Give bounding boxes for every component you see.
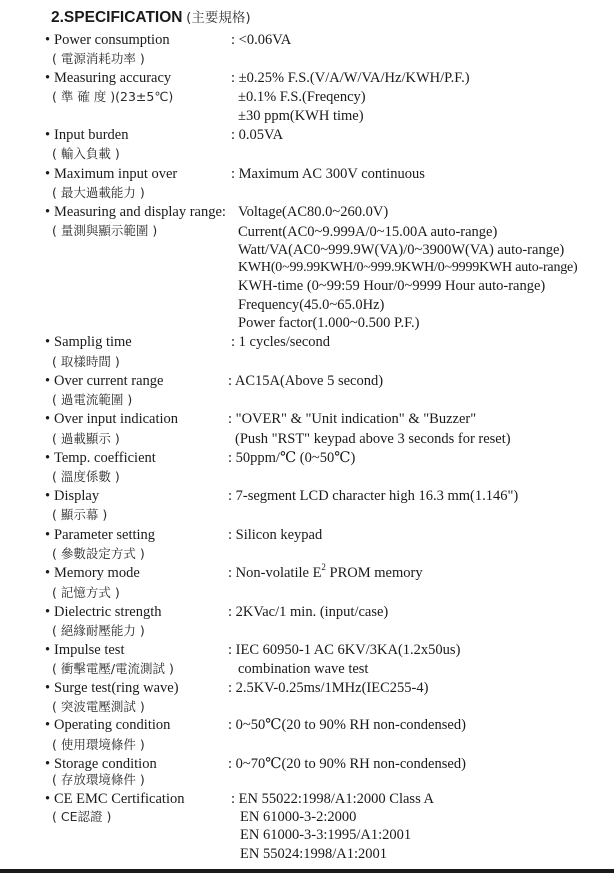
spec-label-text: Impulse test	[54, 642, 125, 658]
spec-label-text: CE EMC Certification	[54, 791, 185, 807]
spec-label	[45, 372, 164, 390]
spec-value-text: PROM memory	[325, 565, 423, 581]
spec-label-cn: ( 使用環境條件 )	[52, 737, 145, 752]
spec-label-text: Parameter setting	[54, 527, 156, 543]
spec-label-text: Dielectric strength	[54, 604, 162, 620]
spec-value: Power factor(1.000~0.500 P.F.)	[238, 315, 420, 331]
spec-value: : 0.05VA	[231, 127, 284, 143]
bullet-icon: •	[45, 450, 51, 466]
spec-value: : 50ppm/℃ (0~50℃)	[228, 450, 356, 466]
spec-value: (Push "RST" keypad above 3 seconds for reset)	[235, 431, 511, 447]
bullet-icon: •	[45, 791, 51, 807]
bullet-icon: •	[45, 717, 51, 733]
bottom-rule	[0, 869, 614, 873]
section-title	[51, 6, 251, 27]
spec-value: : AC15A(Above 5 second)	[228, 373, 384, 389]
spec-label-text: Samplig time	[54, 334, 132, 350]
spec-label	[45, 564, 140, 582]
spec-label-text: Memory mode	[54, 565, 140, 581]
spec-value: : <0.06VA	[231, 32, 292, 48]
spec-label-text: Over input indication	[54, 411, 179, 427]
bullet-icon: •	[45, 680, 51, 696]
spec-label-text: Measuring and display range:	[54, 204, 226, 220]
spec-label-text: Operating condition	[54, 717, 171, 733]
spec-label-cn: ( 過電流範圍 )	[52, 392, 133, 407]
spec-label	[45, 333, 132, 351]
spec-label-cn: ( 參數設定方式 )	[52, 546, 145, 561]
spec-value: ±30 ppm(KWH time)	[238, 108, 364, 124]
bullet-icon: •	[45, 334, 51, 350]
spec-label	[45, 526, 155, 544]
spec-value: : ±0.25% F.S.(V/A/W/VA/Hz/KWH/P.F.)	[231, 70, 470, 86]
spec-label-cn: ( 量測與顯示範圍 )	[52, 223, 158, 238]
spec-label-text: Display	[54, 488, 100, 504]
spec-label	[45, 679, 179, 697]
spec-value: : 2.5KV-0.25ms/1MHz(IEC255-4)	[228, 680, 429, 696]
spec-value-text: : Non-volatile E	[228, 565, 322, 581]
spec-value: Voltage(AC80.0~260.0V)	[238, 204, 389, 220]
bullet-icon: •	[45, 756, 51, 772]
spec-label-cn: ( CE認證 )	[52, 809, 112, 824]
spec-label-text: Maximum input over	[54, 166, 178, 182]
spec-label-text: Surge test(ring wave)	[54, 680, 179, 696]
bullet-icon: •	[45, 642, 51, 658]
spec-label-cn: ( 最大過載能力 )	[52, 185, 145, 200]
spec-label-cn: ( 記憶方式 )	[52, 585, 120, 600]
spec-value: Watt/VA(AC0~999.9W(VA)/0~3900W(VA) auto-range)	[238, 242, 565, 258]
spec-value: KWH(0~99.99KWH/0~999.9KWH/0~9999KWH auto-range)	[238, 260, 578, 275]
spec-value: : Maximum AC 300V continuous	[231, 166, 425, 182]
spec-value: : EN 55022:1998/A1:2000 Class A	[231, 791, 435, 807]
spec-label-cn: ( 電源消耗功率 )	[52, 51, 145, 66]
bullet-icon: •	[45, 166, 51, 182]
bullet-icon: •	[45, 70, 51, 86]
spec-label	[45, 203, 226, 221]
spec-label	[45, 603, 162, 621]
spec-value: KWH-time (0~99:59 Hour/0~9999 Hour auto-range)	[238, 278, 546, 294]
spec-label-cn: ( 衝擊電壓/電流測試 )	[52, 661, 174, 676]
spec-value: ±0.1% F.S.(Freqency)	[238, 89, 366, 105]
spec-label-cn: ( 存放環境條件 )	[52, 772, 145, 787]
bullet-icon: •	[45, 204, 51, 220]
bullet-icon: •	[45, 127, 51, 143]
spec-label-text: Over current range	[54, 373, 164, 389]
spec-value: EN 61000-3-2:2000	[240, 809, 357, 825]
spec-label-text: Measuring accuracy	[54, 70, 172, 86]
spec-label	[45, 165, 177, 183]
spec-label-text: Input burden	[54, 127, 129, 143]
superscript: 2	[321, 562, 326, 573]
spec-value: EN 55024:1998/A1:2001	[240, 846, 388, 862]
bullet-icon: •	[45, 527, 51, 543]
spec-label	[45, 69, 171, 87]
spec-label	[45, 716, 170, 734]
spec-value: : 0~70℃(20 to 90% RH non-condensed)	[228, 756, 466, 772]
bullet-icon: •	[45, 565, 51, 581]
bullet-icon: •	[45, 604, 51, 620]
spec-label	[45, 790, 184, 808]
spec-label-cn: ( 突波電壓測試 )	[52, 699, 145, 714]
spec-value: : 2KVac/1 min. (input/case)	[228, 604, 389, 620]
spec-value: : 0~50℃(20 to 90% RH non-condensed)	[228, 717, 466, 733]
spec-label	[45, 126, 129, 144]
spec-label	[45, 449, 156, 467]
spec-label-text: Power consumption	[54, 32, 170, 48]
spec-label-cn: ( 準 確 度 )(23±5℃)	[52, 89, 174, 104]
spec-label-cn: ( 溫度係數 )	[52, 469, 120, 484]
spec-value: : 7-segment LCD character high 16.3 mm(1.146")	[228, 488, 519, 504]
spec-value	[228, 564, 423, 582]
bullet-icon: •	[45, 488, 51, 504]
spec-label-cn: ( 取樣時間 )	[52, 354, 120, 369]
bullet-icon: •	[45, 411, 51, 427]
spec-label	[45, 410, 178, 428]
spec-label-cn: ( 過載顯示 )	[52, 431, 120, 446]
spec-value: Current(AC0~9.999A/0~15.00A auto-range)	[238, 224, 498, 240]
spec-value: : Silicon keypad	[228, 527, 323, 543]
spec-value: combination wave test	[238, 661, 369, 677]
spec-value: : 1 cycles/second	[231, 334, 331, 350]
spec-label	[45, 487, 99, 505]
spec-label	[45, 641, 124, 659]
section-title-cn: (主要規格)	[186, 10, 251, 26]
spec-label	[45, 31, 170, 49]
spec-value: : IEC 60950-1 AC 6KV/3KA(1.2x50us)	[228, 642, 461, 658]
spec-label-cn: ( 顯示幕 )	[52, 507, 108, 522]
spec-value: Frequency(45.0~65.0Hz)	[238, 297, 385, 313]
spec-value: EN 61000-3-3:1995/A1:2001	[240, 827, 412, 843]
spec-label-text: Temp. coefficient	[54, 450, 156, 466]
bullet-icon: •	[45, 32, 51, 48]
spec-label-cn: ( 輸入負載 )	[52, 146, 120, 161]
spec-label-cn: ( 絕緣耐壓能力 )	[52, 623, 145, 638]
spec-value: : "OVER" & "Unit indication" & "Buzzer"	[228, 411, 477, 427]
bullet-icon: •	[45, 373, 51, 389]
section-title-main: 2.SPECIFICATION	[51, 9, 183, 26]
spec-label-text: Storage condition	[54, 756, 157, 772]
